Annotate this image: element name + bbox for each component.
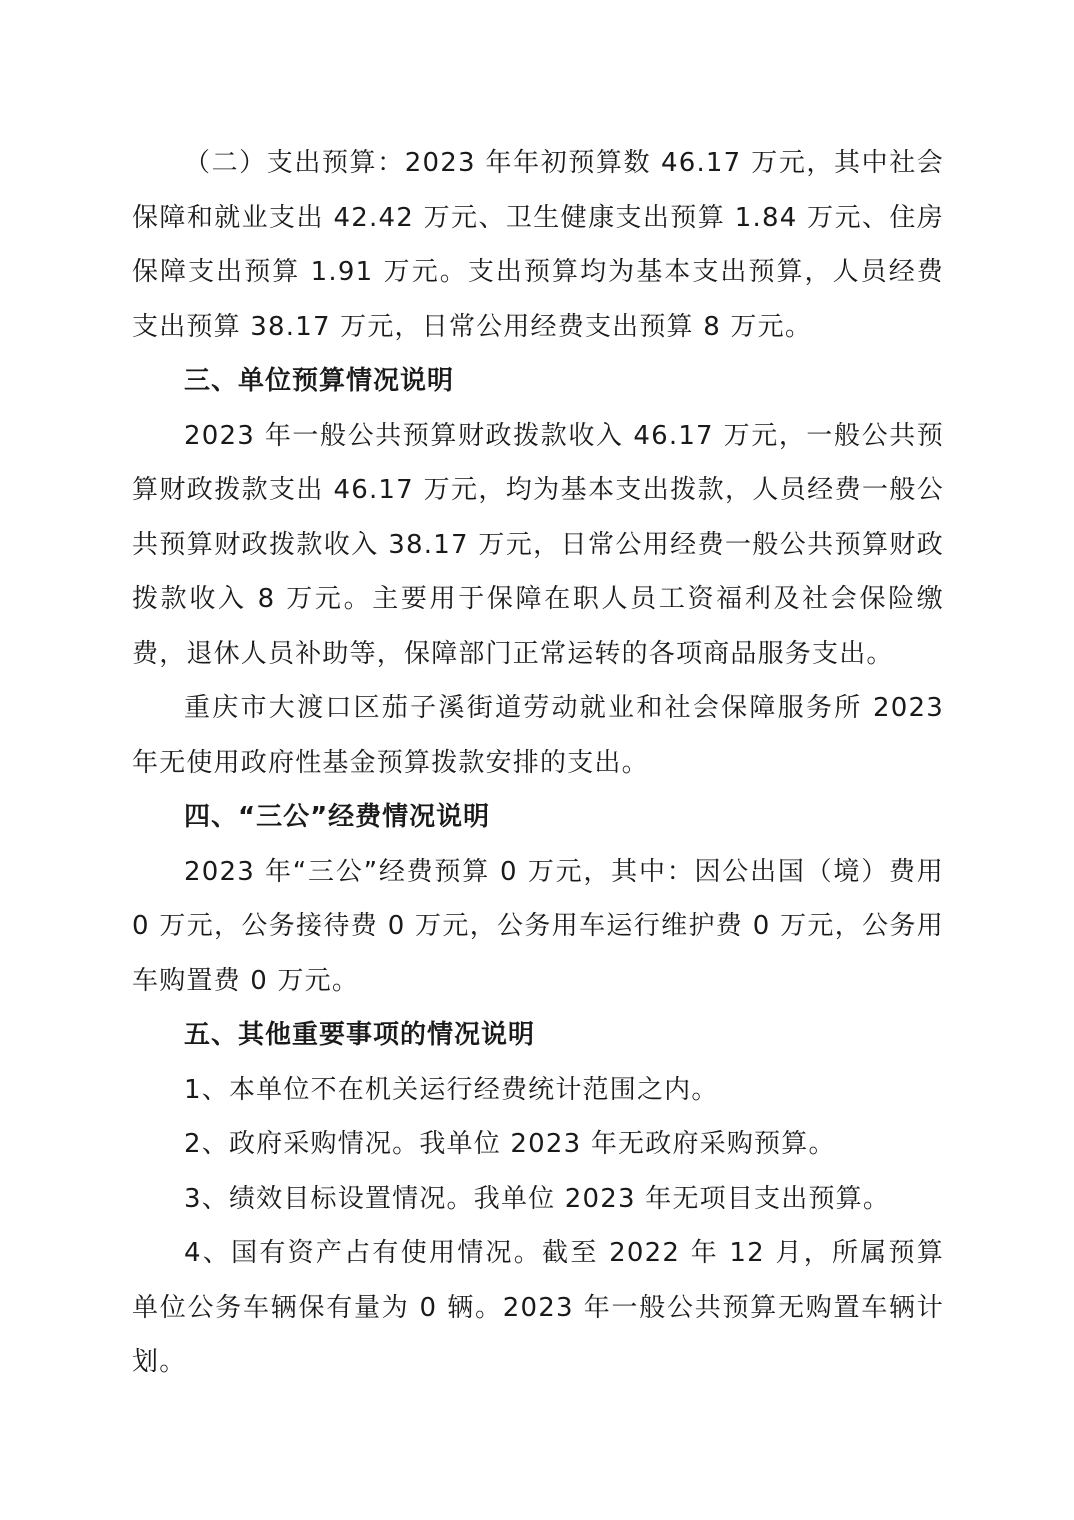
section-heading-three-public: 四、“三公”经费情况说明 bbox=[184, 802, 491, 832]
list-item-operating-expenses: 1、本单位不在机关运行经费统计范围之内。 bbox=[184, 1074, 719, 1105]
section-heading-unit-budget: 三、单位预算情况说明 bbox=[184, 366, 455, 396]
paragraph-expenditure-budget: （二）支出预算：2023 年年初预算数 46.17 万元，其中社会保障和就业支出 42.42 万元、卫生健康支出预算 1.84 万元、住房保障支出预算 1.91 万元。支出预算均为基本支出预算，人员经费支出预算 38.17 万元，日常公用经费支出预算 8 万元。 bbox=[132, 148, 944, 342]
list-item-state-assets: 4、国有资产占有使用情况。截至 2022 年 12 月，所属预算单位公务车辆保有量为 0 辆。2023 年一般公共预算无购置车辆计划。 bbox=[132, 1238, 944, 1377]
list-item-performance-goals: 3、绩效目标设置情况。我单位 2023 年无项目支出预算。 bbox=[184, 1183, 891, 1214]
list-item-procurement: 2、政府采购情况。我单位 2023 年无政府采购预算。 bbox=[184, 1129, 836, 1159]
paragraph-three-public-expenses: 2023 年“三公”经费预算 0 万元，其中：因公出国（境）费用 0 万元，公务接待费 0 万元，公务用车运行维护费 0 万元，公务用车购置费 0 万元。 bbox=[132, 856, 944, 996]
paragraph-government-fund: 重庆市大渡口区茄子溪街道劳动就业和社会保障服务所 2023 年无使用政府性基金预算拨款安排的支出。 bbox=[132, 693, 944, 778]
section-heading-other-matters: 五、其他重要事项的情况说明 bbox=[184, 1020, 536, 1050]
paragraph-fiscal-appropriation: 2023 年一般公共预算财政拨款收入 46.17 万元，一般公共预算财政拨款支出 46.17 万元，均为基本支出拨款，人员经费一般公共预算财政拨款收入 38.17 万元，日常公用经费一般公共预算财政拨款收入 8 万元。主要用于保障在职人员工资福利及社会保险缴费，退休人员补助等，保障部门正常运转的各项商品服务支出。 bbox=[132, 420, 944, 669]
